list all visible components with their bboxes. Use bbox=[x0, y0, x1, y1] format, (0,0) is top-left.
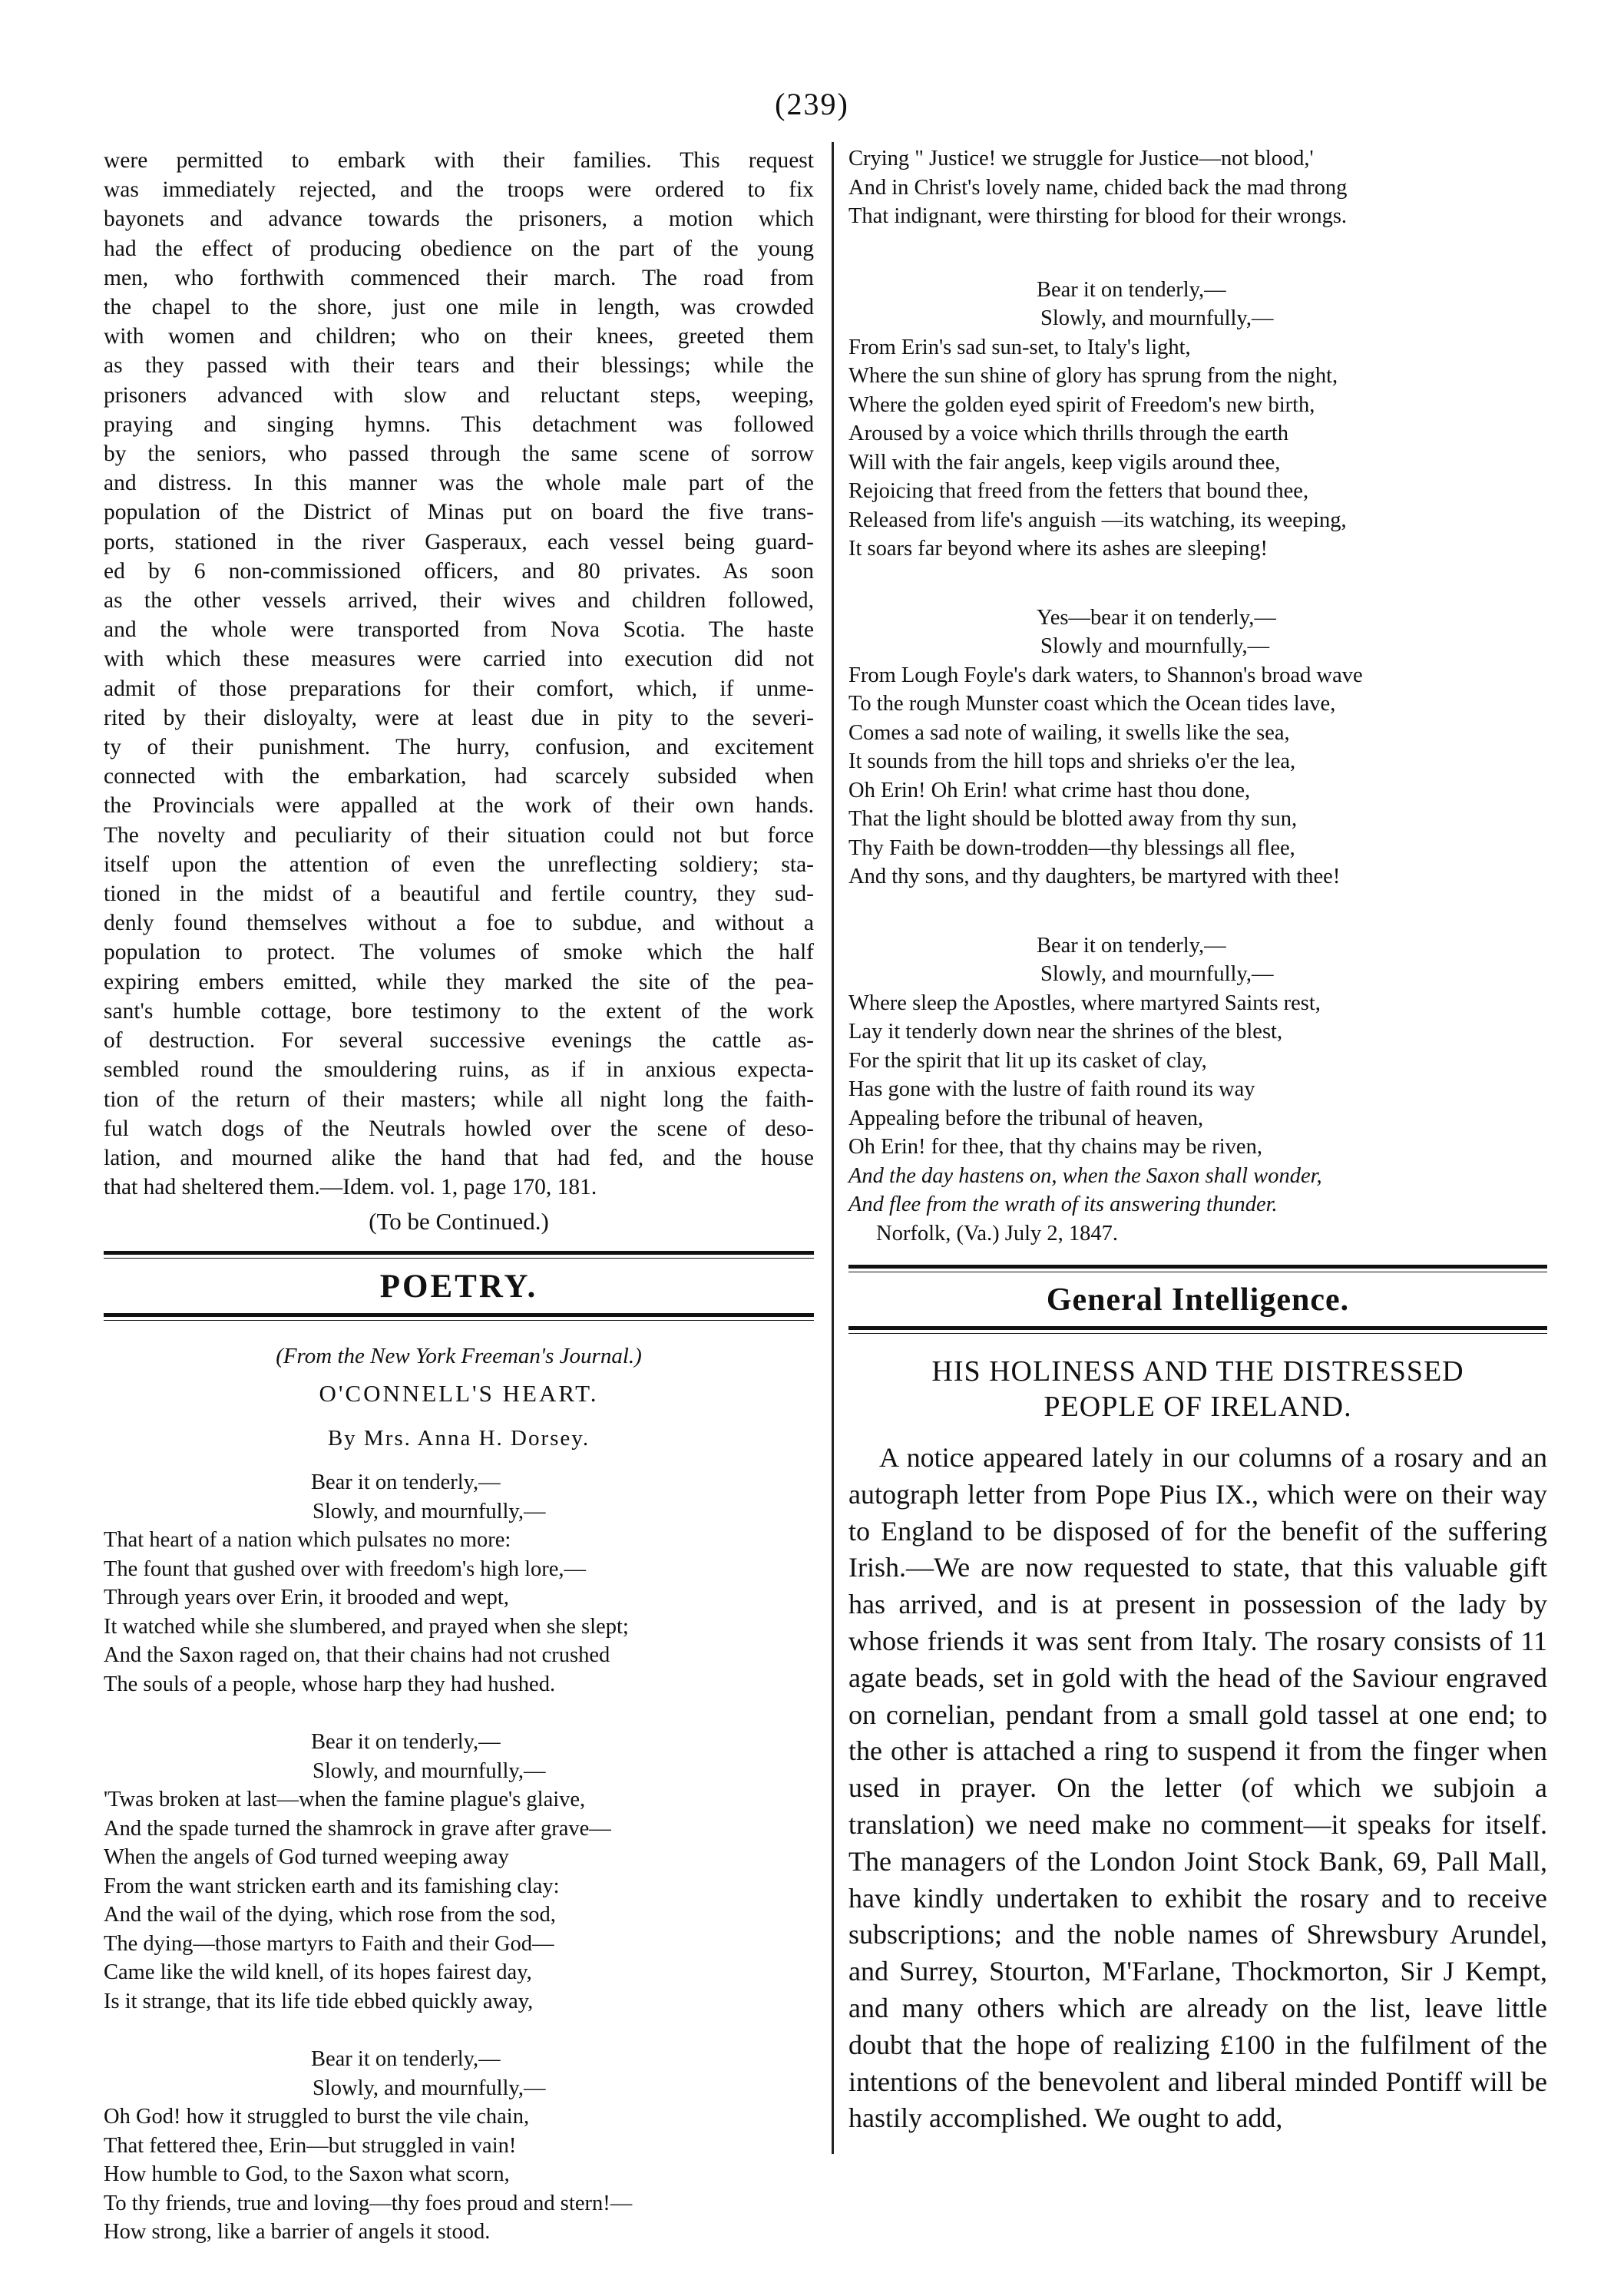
prose-line: itself upon the attention of even the unreflecting soldiery; sta- bbox=[104, 852, 814, 877]
verse-line: Oh Erin! Oh Erin! what crime hast thou done, bbox=[848, 778, 1251, 802]
verse-line: Rejoicing that freed from the fetters that bound thee, bbox=[848, 479, 1309, 503]
prose-line: prisoners advanced with slow and reluctant steps, weeping, bbox=[104, 382, 814, 408]
verse-line: To the rough Munster coast which the Ocean tides lave, bbox=[848, 692, 1336, 716]
refrain-line: Bear it on tenderly,— bbox=[1037, 933, 1226, 958]
verse-line: How strong, like a barrier of angels it stood. bbox=[104, 2220, 491, 2245]
prose-line: ports, stationed in the river Gasperaux, each vessel being guard- bbox=[104, 529, 814, 554]
stanza bbox=[104, 1468, 814, 1699]
refrain-line: Slowly and mournfully,— bbox=[1040, 634, 1270, 658]
prose-line: sembled round the smouldering ruins, as if in anxious expecta- bbox=[104, 1057, 814, 1083]
poem-dateline: Norfolk, (Va.) July 2, 1847. bbox=[876, 1221, 1119, 1246]
verse-line: It watched while she slumbered, and prayed when she slept; bbox=[104, 1614, 629, 1639]
stanza bbox=[104, 1728, 814, 2016]
prose-line: population of the District of Minas put on board the five trans- bbox=[104, 500, 814, 525]
prose-line: rited by their disloyalty, were at least due in pity to the severi- bbox=[104, 705, 814, 730]
prose-line: and distress. In this manner was the whole male part of the bbox=[104, 471, 814, 496]
verse-line: Aroused by a voice which thrills through the earth bbox=[848, 422, 1289, 445]
general-intelligence-heading: General Intelligence. bbox=[1046, 1282, 1350, 1318]
refrain-line: Slowly, and mournfully,— bbox=[1040, 306, 1274, 330]
poem-byline: By Mrs. Anna H. Dorsey. bbox=[327, 1426, 590, 1451]
poetry-heading: POETRY. bbox=[379, 1269, 538, 1305]
prose-line: as they passed with their tears and their blessings; while the bbox=[104, 353, 814, 379]
prose-line: praying and singing hymns. This detachment was followed bbox=[104, 412, 814, 437]
article-title bbox=[848, 1354, 1547, 1424]
prose-line: expiring embers emitted, while they marked the site of the pea- bbox=[104, 969, 814, 994]
prose-line: ed by 6 non-commissioned officers, and 80 privates. As soon bbox=[104, 558, 814, 584]
prose-line: denly found themselves without a foe to subdue, and without a bbox=[104, 911, 814, 936]
refrain-line: Bear it on tenderly,— bbox=[1037, 277, 1226, 302]
prose-line: had the effect of producing obedience on the part of the young bbox=[104, 236, 814, 261]
verse-line: And the spade turned the shamrock in grave after grave— bbox=[104, 1816, 611, 1841]
article-continuation bbox=[104, 146, 814, 1202]
refrain-line: Bear it on tenderly,— bbox=[311, 1730, 501, 1755]
verse-line: And the day hastens on, when the Saxon shall wonder, bbox=[848, 1163, 1322, 1188]
verse-line: Where sleep the Apostles, where martyred Saints rest, bbox=[848, 991, 1321, 1015]
verse-line: The dying—those martyrs to Faith and their God— bbox=[104, 1931, 554, 1956]
prose-line: as the other vessels arrived, their wives and children followed, bbox=[104, 588, 814, 614]
verse-line: Through years over Erin, it brooded and wept, bbox=[104, 1586, 509, 1610]
verse-line: How humble to God, to the Saxon what scorn, bbox=[104, 2162, 510, 2187]
prose-line: The novelty and peculiarity of their situation could not but force bbox=[104, 822, 814, 848]
prose-line: lation, and mourned alike the hand that had fed, and the house bbox=[104, 1145, 814, 1170]
refrain-line: Bear it on tenderly,— bbox=[311, 2047, 501, 2072]
stanza bbox=[104, 2045, 814, 2247]
refrain-line: Yes—bear it on tenderly,— bbox=[1037, 605, 1276, 630]
stanza bbox=[848, 931, 1547, 1249]
prose-line: tioned in the midst of a beautiful and fertile country, they sud- bbox=[104, 882, 814, 907]
verse-line: When the angels of God turned weeping away bbox=[104, 1845, 509, 1870]
verse-line: Is it strange, that its life tide ebbed quickly away, bbox=[104, 1989, 534, 2013]
verse-line: That indignant, were thirsting for blood for their wrongs. bbox=[848, 204, 1348, 228]
verse-line: It sounds from the hill tops and shrieks o'er the lea, bbox=[848, 749, 1296, 773]
prose-line: by the seniors, who passed through the same scene of sorrow bbox=[104, 442, 814, 467]
verse-line: And thy sons, and thy daughters, be martyred with thee! bbox=[848, 865, 1341, 888]
verse-line: The fount that gushed over with freedom's high lore,— bbox=[104, 1556, 587, 1581]
prose-line: men, who forthwith commenced their march. The road from bbox=[104, 265, 814, 290]
verse-line: Came like the wild knell, of its hopes fairest day, bbox=[104, 1960, 532, 1985]
refrain-line: Bear it on tenderly,— bbox=[311, 1470, 501, 1495]
prose-line: bayonets and advance towards the prisoners, a motion which bbox=[104, 207, 814, 232]
verse-line: And the Saxon raged on, that their chains had not crushed bbox=[104, 1643, 610, 1668]
verse-line: Has gone with the lustre of faith round its way bbox=[848, 1077, 1255, 1101]
prose-line: that had sheltered them.—Idem. vol. 1, page 170, 181. bbox=[104, 1175, 597, 1200]
verse-line: For the spirit that lit up its casket of clay, bbox=[848, 1048, 1207, 1073]
prose-line: the Provincials were appalled at the work of their own hands. bbox=[104, 793, 814, 819]
verse-line: Comes a sad note of wailing, it swells like the sea, bbox=[848, 720, 1290, 745]
verse-line: Crying " Justice! we struggle for Justice—not blood,' bbox=[848, 147, 1314, 170]
prose-line: population to protect. The volumes of smoke which the half bbox=[104, 940, 814, 965]
prose-line: were permitted to embark with their families. This request bbox=[104, 148, 814, 173]
stanza bbox=[848, 604, 1547, 892]
left-column bbox=[104, 146, 814, 2276]
verse-line: Oh God! how it struggled to burst the vile chain, bbox=[104, 2105, 530, 2129]
section-rule bbox=[104, 1313, 814, 1321]
verse-line: That fettered thee, Erin—but struggled in vain! bbox=[104, 2133, 517, 2158]
verse-line: The souls of a people, whose harp they had hushed. bbox=[104, 1672, 556, 1696]
prose-line: with which these measures were carried into execution did not bbox=[104, 647, 814, 672]
verse-line: Lay it tenderly down near the shrines of the blest, bbox=[848, 1020, 1283, 1044]
refrain-line: Slowly, and mournfully,— bbox=[313, 1499, 546, 1523]
prose-line: tion of the return of their masters; while all night long the faith- bbox=[104, 1087, 814, 1112]
prose-line: of destruction. For several successive evenings the cattle as- bbox=[104, 1028, 814, 1054]
prose-line: ful watch dogs of the Neutrals howled over the scene of deso- bbox=[104, 1116, 814, 1141]
verse-line: Oh Erin! for thee, that thy chains may be riven, bbox=[848, 1135, 1262, 1159]
page-number: (239) bbox=[775, 87, 849, 121]
prose-line: and the whole were transported from Nova Scotia. The haste bbox=[104, 617, 814, 643]
verse-line: And the wail of the dying, which rose from the sod, bbox=[104, 1903, 556, 1927]
column-divider bbox=[832, 142, 834, 2154]
verse-line: That the light should be blotted away from thy sun, bbox=[848, 807, 1298, 831]
verse-line: Will with the fair angels, keep vigils around thee, bbox=[848, 450, 1281, 475]
verse-line: And flee from the wrath of its answering thunder. bbox=[848, 1193, 1278, 1216]
verse-line: From Lough Foyle's dark waters, to Shannon's broad wave bbox=[848, 663, 1363, 687]
section-rule bbox=[848, 1265, 1547, 1272]
verse-line: Thy Faith be down-trodden—thy blessings all flee, bbox=[848, 835, 1295, 860]
prose-line: admit of those preparations for their comfort, which, if unme- bbox=[104, 676, 814, 701]
verse-line: To thy friends, true and loving—thy foes proud and stern!— bbox=[104, 2191, 633, 2215]
verse-line: Where the golden eyed spirit of Freedom's new birth, bbox=[848, 392, 1315, 417]
article-title-line: PEOPLE OF IRELAND. bbox=[1044, 1391, 1352, 1423]
verse-line: Where the sun shine of glory has sprung from the night, bbox=[848, 364, 1338, 388]
article-body: A notice appeared lately in our columns of a rosary and an autograph letter from Pope Pius IX., which were on their way to England to be disposed of for the benefit of the suffering Irish.—We are now requested to state, that this valuable gift has arrived, and is at present in possession of the lady by whose friends it was sent from Italy. The rosary consists of 11 agate beads, set in gold with the head of the Saviour engraved on cornelian, pendant from a small gold tassel at one end; to the other is attached a ring to suspend it from the finger when used in prayer. On the letter (of which we subjoin a translation) we need make no comment—it speaks for itself. The managers of the London Joint Stock Bank, 69, Pall Mall, have kindly undertaken to exhibit the rosary and to receive subscriptions; and the noble names of Shrewsbury Arundel, and Surrey, Stourton, M'Farlane, Thockmorton, Sir J Kempt, and many others which are already on the list, leave little doubt that the hope of realizing £100 in the fulfilment of the intentions of the benevolent and liberal minded Pontiff will be hastily accomplished. We ought to add, bbox=[848, 1442, 1547, 2134]
prose-line: sant's humble cottage, bore testimony to the extent of the work bbox=[104, 998, 814, 1024]
right-column bbox=[848, 144, 1547, 2137]
prose-line: was immediately rejected, and the troops were ordered to fix bbox=[104, 177, 814, 203]
refrain-line: Slowly, and mournfully,— bbox=[313, 1758, 546, 1783]
verse-line: From Erin's sad sun-set, to Italy's light, bbox=[848, 335, 1191, 359]
verse-line: From the want stricken earth and its famishing clay: bbox=[104, 1874, 560, 1898]
to-be-continued: (To be Continued.) bbox=[369, 1208, 549, 1236]
verse-line: And in Christ's lovely name, chided back the mad throng bbox=[848, 175, 1348, 200]
prose-line: ty of their punishment. The hurry, confusion, and excitement bbox=[104, 735, 814, 760]
poem-title: O'CONNELL'S HEART. bbox=[319, 1380, 599, 1408]
verse-line: 'Twas broken at last—when the famine plague's glaive, bbox=[104, 1788, 586, 1812]
prose-line: connected with the embarkation, had scarcely subsided when bbox=[104, 764, 814, 789]
stanza bbox=[848, 276, 1547, 564]
stanza bbox=[848, 144, 1547, 231]
section-rule bbox=[848, 1326, 1547, 1334]
refrain-line: Slowly, and mournfully,— bbox=[1040, 962, 1274, 986]
verse-line: Appealing before the tribunal of heaven, bbox=[848, 1106, 1204, 1130]
verse-line: Released from life's anguish —its watching, its weeping, bbox=[848, 508, 1347, 532]
prose-line: with women and children; who on their knees, greeted them bbox=[104, 324, 814, 349]
article-title-line: HIS HOLINESS AND THE DISTRESSED bbox=[931, 1355, 1464, 1388]
prose-line: the chapel to the shore, just one mile in length, was crowded bbox=[104, 295, 814, 320]
verse-line: It soars far beyond where its ashes are sleeping! bbox=[848, 537, 1268, 561]
poem-source: (From the New York Freeman's Journal.) bbox=[276, 1344, 642, 1369]
refrain-line: Slowly, and mournfully,— bbox=[313, 2076, 546, 2100]
verse-line: That heart of a nation which pulsates no more: bbox=[104, 1528, 511, 1553]
section-rule bbox=[104, 1251, 814, 1259]
